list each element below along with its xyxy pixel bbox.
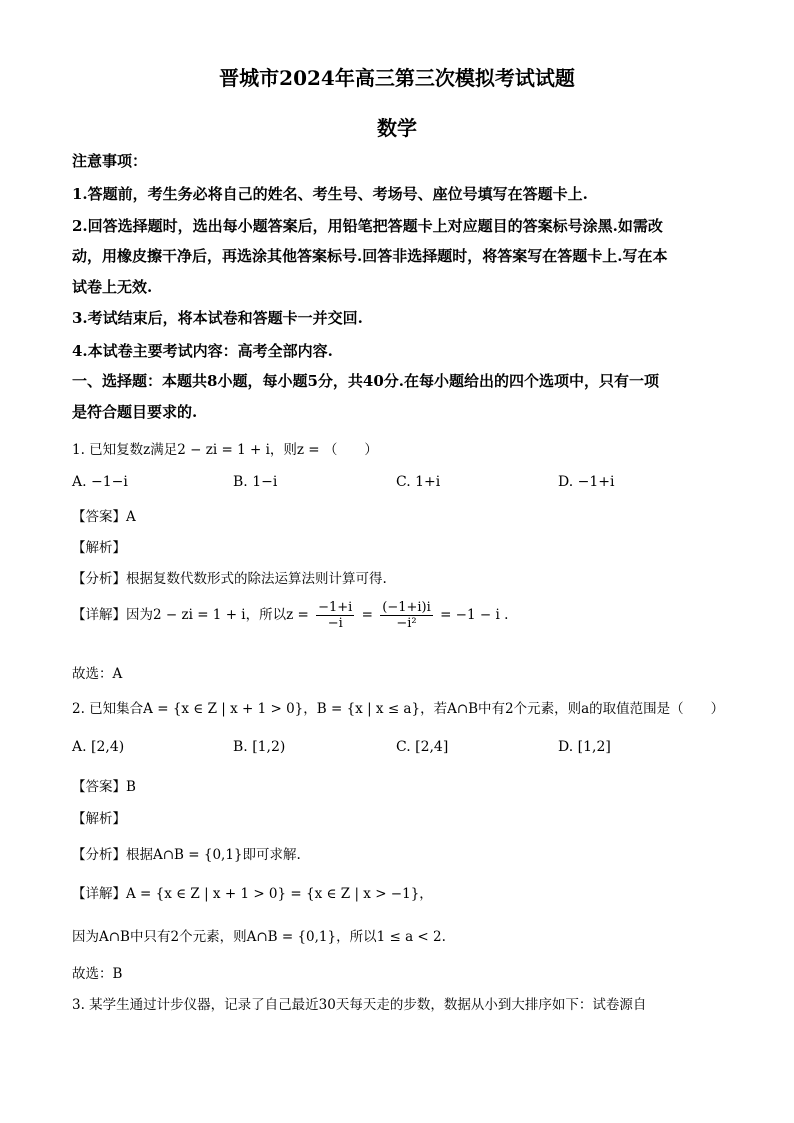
- q1-fraction-2-denominator: −i²: [396, 616, 417, 631]
- notice-item-4: 4.本试卷主要考试内容：高考全部内容.: [72, 342, 333, 360]
- q1-option-b: B. 1−i: [233, 474, 278, 490]
- notice-item-3: 3.考试结束后，将本试卷和答题卡一并交回.: [72, 309, 363, 327]
- q2-option-a: A. [2,4): [72, 739, 125, 755]
- q2-option-c: C. [2,4]: [396, 739, 449, 755]
- notice-item-2-line-3: 试卷上无效.: [72, 278, 153, 296]
- q2-option-d: D. [1,2]: [558, 739, 611, 755]
- q2-detail: 【详解】A = {x ∈ Z | x + 1 > 0} = {x ∈ Z | x > −1}，: [72, 886, 433, 902]
- q1-option-c: C. 1+i: [396, 474, 441, 490]
- q1-detail-suffix: = −1 − i .: [440, 607, 509, 623]
- q1-fraction-1-numerator: −1+i: [318, 600, 353, 615]
- q1-fraction-1-denominator: −i: [327, 616, 343, 631]
- q1-option-d: D. −1+i: [558, 474, 615, 490]
- exam-title: 晋城市2024年高三第三次模拟考试试题: [219, 66, 575, 90]
- section-1-heading-line-2: 是符合题目要求的.: [72, 403, 198, 421]
- q1-conclusion: 故选：A: [72, 666, 123, 682]
- q1-jiexi-label: 【解析】: [72, 540, 126, 556]
- q2-answer: 【答案】B: [72, 779, 136, 795]
- q1-detail: [72, 600, 732, 631]
- notice-item-2-line-2: 动，用橡皮擦干净后，再选涂其他答案标号.回答非选择题时，将答案写在答题卡上.写在本: [72, 247, 668, 265]
- q1-fraction-1: [316, 600, 354, 631]
- exam-subject: 数学: [377, 116, 417, 140]
- q2-option-b: B. [1,2): [233, 739, 286, 755]
- q2-analysis: 【分析】根据A∩B = {0,1}即可求解.: [72, 847, 301, 863]
- q1-fraction-2: [380, 600, 433, 631]
- q1-stem: 1. 已知复数z满足2 − zi = 1 + i，则z = （ ）: [72, 442, 378, 458]
- q1-answer: 【答案】A: [72, 509, 136, 525]
- section-1-heading-line-1: 一、选择题：本题共8小题，每小题5分，共40分.在每小题给出的四个选项中，只有一项: [72, 372, 659, 390]
- q2-stem: 2. 已知集合A = {x ∈ Z | x + 1 > 0}，B = {x | x ≤ a}，若A∩B中有2个元素，则a的取值范围是（ ）: [72, 701, 725, 717]
- q1-fraction-2-numerator: (−1+i)i: [382, 600, 431, 615]
- q2-conclusion: 故选：B: [72, 966, 123, 982]
- q3-stem: 3. 某学生通过计步仪器，记录了自己最近30天每天走的步数，数据从小到大排序如下：试卷源自: [72, 997, 647, 1013]
- q1-equals: =: [361, 607, 373, 623]
- q1-option-a: A. −1−i: [72, 474, 128, 490]
- q1-analysis: 【分析】根据复数代数形式的除法运算法则计算可得.: [72, 571, 387, 587]
- notice-heading: 注意事项：: [72, 152, 148, 170]
- q2-jiexi-label: 【解析】: [72, 811, 126, 827]
- notice-item-2-line-1: 2.回答选择题时，选出每小题答案后，用铅笔把答题卡上对应题目的答案标号涂黑.如需改: [72, 217, 663, 235]
- q1-detail-prefix: 【详解】因为2 − zi = 1 + i，所以z =: [72, 607, 309, 623]
- notice-item-1: 1.答题前，考生务必将自己的姓名、考生号、考场号、座位号填写在答题卡上.: [72, 185, 588, 203]
- q2-detail-line-2: 因为A∩B中只有2个元素，则A∩B = {0,1}，所以1 ≤ a < 2.: [72, 929, 446, 945]
